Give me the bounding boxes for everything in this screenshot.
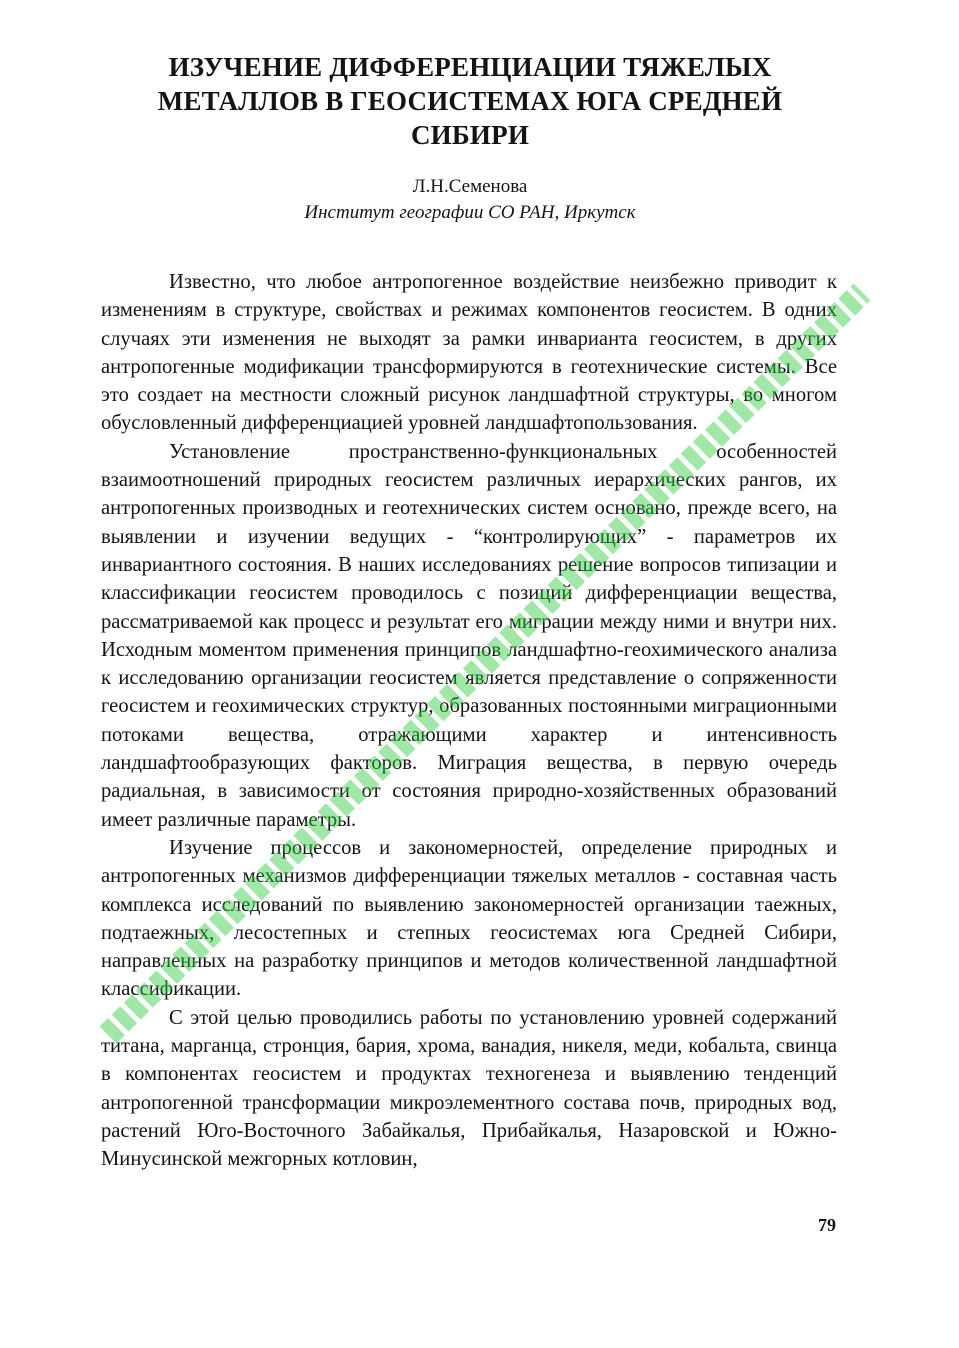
title-line-2: МЕТАЛЛОВ В ГЕОСИСТЕМАХ ЮГА СРЕДНЕЙ — [157, 86, 783, 116]
paragraph-2: Установление пространственно-функциональных особенностей взаимоотношений природных геосистем различных иерархических рангов, их антропогенных производных и геотехнических систем основано, прежде всего, на выявлении и изучении ведущих - “контролирующих” - параметров их инвариантного состояния. В наших исследованиях решение вопросов типизации и классификации геосистем проводилось с позиций дифференциации вещества, рассматриваемой как процесс и результат его миграции между ними и внутри них. Исходным моментом применения принципов ландшафтно-геохимического анализа к исследованию организации геосистем является представление о сопряженности геосистем и геохимических структур, образованных постоянными миграционными потоками вещества, отражающими характер и интенсивность ландшафтообразующих факторов. Миграция вещества, в первую очередь радиальная, в зависимости от состояния природно-хозяйственных образований имеет различные параметры. — [101, 440, 837, 831]
title-line-3: СИБИРИ — [410, 120, 530, 150]
paragraph-1: Известно, что любое антропогенное воздействие неизбежно приводит к изменениям в структуре, свойствах и режимах компонентов геосистем. В одних случаях эти изменения не выходят за рамки инварианта геосистем, в других антропогенные модификации трансформируются в геотехнические системы. Все это создает на местности сложный рисунок ландшафтной структуры, во многом обусловленный дифференциацией уровней ландшафтопользования. — [101, 271, 837, 435]
paragraph-3: Изучение процессов и закономерностей, определение природных и антропогенных механизмов дифференциации тяжелых металлов - составная часть комплекса исследований по выявлению закономерностей организации таежных, подтаежных, лесостепных и степных геосистемах юга Средней Сибири, направленных на разработку принципов и методов количественной ландшафтной классификации. — [101, 836, 837, 1001]
author-name: Л.Н.Семенова — [412, 176, 528, 197]
article-title — [100, 50, 840, 152]
paragraph-4: С этой целью проводились работы по установлению уровней содержаний титана, марганца, стронция, бария, хрома, ванадия, никеля, меди, кобальта, свинца в компонентах геосистем и продуктах техногенеза и выявлению тенденций антропогенной трансформации микроэлементного состава почв, природных вод, растений Юго-Восточного Забайкалья, Прибайкалья, Назаровской и Южно-Минусинской межгорных котловин, — [101, 1006, 837, 1171]
author-affiliation: Институт географии СО РАН, Иркутск — [304, 202, 636, 223]
page-number: 79 — [818, 1215, 836, 1235]
article-body — [101, 268, 837, 1174]
title-line-1: ИЗУЧЕНИЕ ДИФФЕРЕНЦИАЦИИ ТЯЖЕЛЫХ — [168, 52, 772, 82]
